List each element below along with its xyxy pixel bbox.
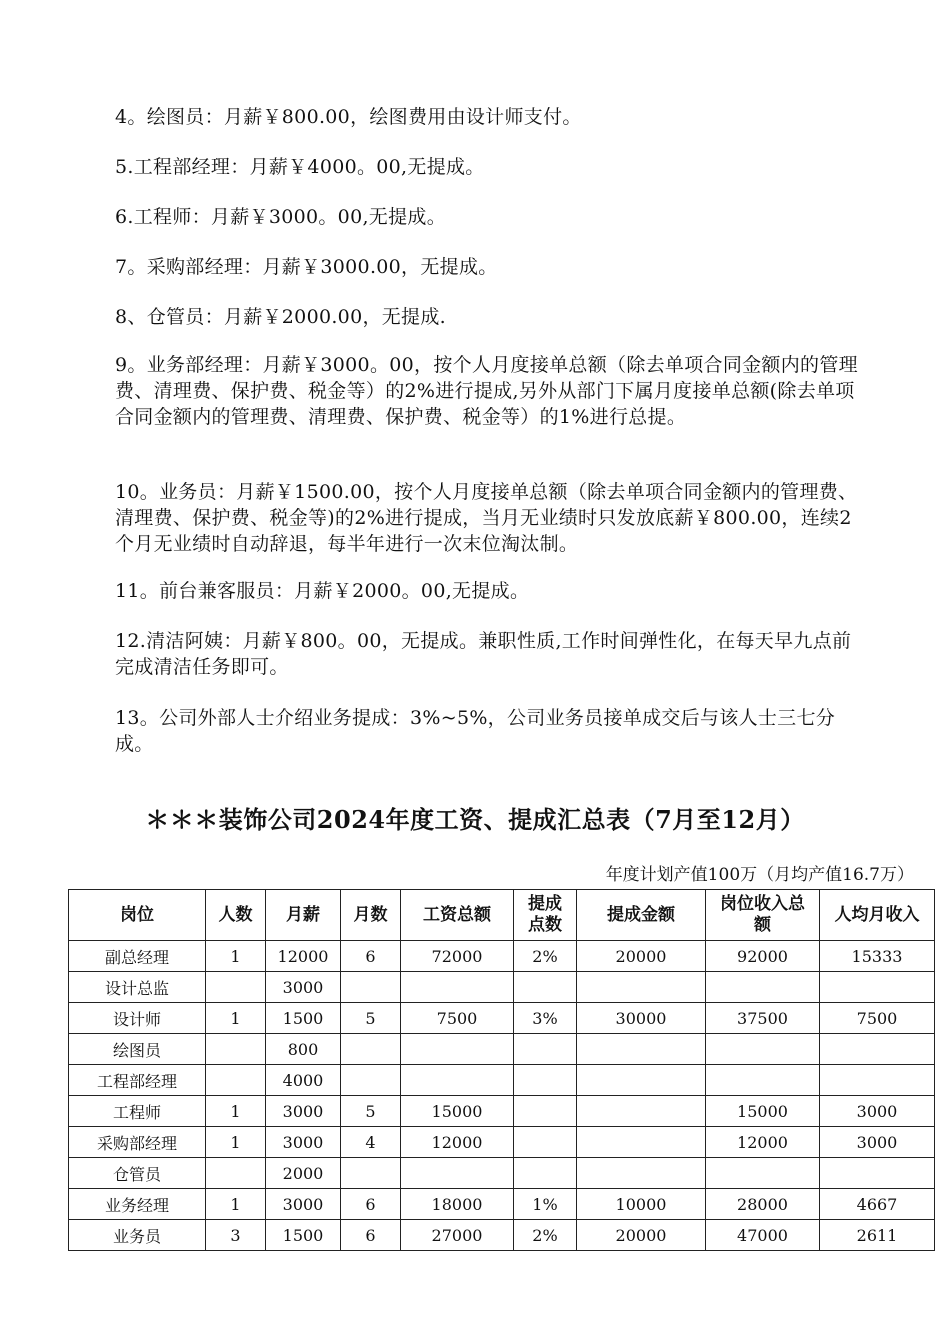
cell-months [341, 1034, 401, 1065]
paragraph-item-7: 7。采购部经理：月薪￥3000.00，无提成。 [115, 256, 498, 278]
cell-avg-monthly-income: 3000 [820, 1096, 935, 1127]
cell-months: 6 [341, 1220, 401, 1251]
cell-commission-rate: 3% [514, 1003, 577, 1034]
cell-monthly-salary: 3000 [266, 1127, 341, 1158]
paragraph-item-4: 4。绘图员：月薪￥800.00，绘图费用由设计师支付。 [115, 106, 582, 128]
cell-commission-rate [514, 1158, 577, 1189]
cell-position: 采购部经理 [69, 1127, 206, 1158]
header-avg-monthly-income: 人均月收入 [820, 890, 935, 941]
cell-position: 副总经理 [69, 941, 206, 972]
cell-commission-rate [514, 1096, 577, 1127]
paragraph-item-6: 6.工程师：月薪￥3000。00,无提成。 [115, 206, 446, 228]
cell-total-salary: 27000 [401, 1220, 514, 1251]
cell-position: 仓管员 [69, 1158, 206, 1189]
table-row [69, 1003, 935, 1034]
paragraph-item-8: 8、仓管员：月薪￥2000.00，无提成. [115, 306, 446, 328]
table-row [69, 1096, 935, 1127]
cell-monthly-salary: 3000 [266, 1096, 341, 1127]
cell-monthly-salary: 1500 [266, 1003, 341, 1034]
paragraph-item-5: 5.工程部经理：月薪￥4000。00,无提成。 [115, 156, 485, 178]
cell-position-total-income [706, 1065, 820, 1096]
cell-avg-monthly-income: 15333 [820, 941, 935, 972]
cell-headcount: 1 [206, 1096, 266, 1127]
cell-position-total-income: 28000 [706, 1189, 820, 1220]
table-body [69, 941, 935, 1251]
table-row [69, 1065, 935, 1096]
cell-position: 业务员 [69, 1220, 206, 1251]
cell-commission-amount [577, 1158, 706, 1189]
cell-commission-amount [577, 1096, 706, 1127]
cell-headcount: 1 [206, 1189, 266, 1220]
cell-headcount: 1 [206, 1127, 266, 1158]
cell-months: 4 [341, 1127, 401, 1158]
cell-months: 5 [341, 1096, 401, 1127]
cell-headcount [206, 1065, 266, 1096]
cell-position: 设计师 [69, 1003, 206, 1034]
cell-avg-monthly-income [820, 1034, 935, 1065]
header-commission-rate: 提成点数 [514, 890, 577, 941]
cell-position-total-income [706, 972, 820, 1003]
cell-avg-monthly-income: 3000 [820, 1127, 935, 1158]
cell-headcount: 1 [206, 1003, 266, 1034]
cell-position: 工程部经理 [69, 1065, 206, 1096]
cell-total-salary: 72000 [401, 941, 514, 972]
cell-commission-amount [577, 1127, 706, 1158]
cell-months [341, 1158, 401, 1189]
cell-monthly-salary: 800 [266, 1034, 341, 1065]
table-row [69, 972, 935, 1003]
cell-position-total-income: 37500 [706, 1003, 820, 1034]
cell-commission-amount [577, 1034, 706, 1065]
cell-total-salary: 18000 [401, 1189, 514, 1220]
cell-commission-rate [514, 1127, 577, 1158]
table-row [69, 1158, 935, 1189]
header-total-salary: 工资总额 [401, 890, 514, 941]
cell-commission-rate [514, 972, 577, 1003]
salary-summary-table [68, 889, 935, 1251]
paragraph-item-13: 13。公司外部人士介绍业务提成：3%~5%，公司业务员接单成交后与该人士三七分成。 [115, 707, 836, 755]
cell-avg-monthly-income [820, 972, 935, 1003]
paragraph-item-11: 11。前台兼客服员：月薪￥2000。00,无提成。 [115, 580, 530, 602]
cell-monthly-salary: 3000 [266, 972, 341, 1003]
cell-commission-rate: 2% [514, 1220, 577, 1251]
cell-total-salary [401, 972, 514, 1003]
table-row [69, 1220, 935, 1251]
table-title: ＊＊＊装饰公司2024年度工资、提成汇总表（7月至12月） [145, 805, 805, 834]
cell-position: 绘图员 [69, 1034, 206, 1065]
cell-position: 工程师 [69, 1096, 206, 1127]
table-row [69, 1034, 935, 1065]
cell-position: 设计总监 [69, 972, 206, 1003]
header-position: 岗位 [69, 890, 206, 941]
paragraph-item-12: 12.清洁阿姨：月薪￥800。00，无提成。兼职性质,工作时间弹性化，在每天早九点前完成清洁任务即可。 [115, 630, 852, 678]
cell-months [341, 972, 401, 1003]
cell-monthly-salary: 3000 [266, 1189, 341, 1220]
cell-commission-amount: 20000 [577, 941, 706, 972]
cell-commission-amount [577, 972, 706, 1003]
cell-monthly-salary: 2000 [266, 1158, 341, 1189]
cell-monthly-salary: 1500 [266, 1220, 341, 1251]
cell-position: 业务经理 [69, 1189, 206, 1220]
cell-position-total-income: 92000 [706, 941, 820, 972]
cell-avg-monthly-income: 4667 [820, 1189, 935, 1220]
table-row [69, 1127, 935, 1158]
cell-position-total-income [706, 1034, 820, 1065]
cell-commission-amount: 10000 [577, 1189, 706, 1220]
header-commission-amount: 提成金额 [577, 890, 706, 941]
header-headcount: 人数 [206, 890, 266, 941]
cell-months: 6 [341, 941, 401, 972]
cell-months: 5 [341, 1003, 401, 1034]
cell-commission-rate [514, 1065, 577, 1096]
table-header-row [69, 890, 935, 941]
cell-total-salary: 15000 [401, 1096, 514, 1127]
cell-position-total-income: 15000 [706, 1096, 820, 1127]
cell-avg-monthly-income: 2611 [820, 1220, 935, 1251]
paragraph-item-9: 9。业务部经理：月薪￥3000。00，按个人月度接单总额（除去单项合同金额内的管理费、清理费、保护费、税金等）的2%进行提成,另外从部门下属月度接单总额(除去单项合同金额内的管理费、清理费、保护费、税金等）的1%进行总提。 [115, 354, 858, 428]
table-row [69, 1189, 935, 1220]
cell-commission-rate: 1% [514, 1189, 577, 1220]
paragraph-item-10: 10。业务员：月薪￥1500.00，按个人月度接单总额（除去单项合同金额内的管理费、清理费、保护费、税金等)的2%进行提成，当月无业绩时只发放底薪￥800.00，连续2个月无业绩时自动辞退，每半年进行一次末位淘汰制。 [115, 481, 858, 555]
cell-commission-rate: 2% [514, 941, 577, 972]
cell-position-total-income: 12000 [706, 1127, 820, 1158]
header-position-total-income: 岗位收入总额 [706, 890, 820, 941]
header-monthly-salary: 月薪 [266, 890, 341, 941]
cell-months [341, 1065, 401, 1096]
cell-monthly-salary: 4000 [266, 1065, 341, 1096]
header-months: 月数 [341, 890, 401, 941]
cell-commission-amount: 20000 [577, 1220, 706, 1251]
cell-headcount [206, 1158, 266, 1189]
cell-monthly-salary: 12000 [266, 941, 341, 972]
cell-total-salary [401, 1158, 514, 1189]
cell-total-salary: 7500 [401, 1003, 514, 1034]
table-row [69, 941, 935, 972]
plan-note: 年度计划产值100万（月均产值16.7万） [605, 865, 914, 885]
cell-headcount: 1 [206, 941, 266, 972]
cell-total-salary [401, 1065, 514, 1096]
cell-avg-monthly-income [820, 1158, 935, 1189]
cell-commission-amount: 30000 [577, 1003, 706, 1034]
cell-months: 6 [341, 1189, 401, 1220]
cell-avg-monthly-income [820, 1065, 935, 1096]
cell-position-total-income: 47000 [706, 1220, 820, 1251]
cell-headcount [206, 972, 266, 1003]
cell-total-salary [401, 1034, 514, 1065]
cell-headcount [206, 1034, 266, 1065]
cell-headcount: 3 [206, 1220, 266, 1251]
cell-commission-rate [514, 1034, 577, 1065]
cell-avg-monthly-income: 7500 [820, 1003, 935, 1034]
cell-position-total-income [706, 1158, 820, 1189]
cell-commission-amount [577, 1065, 706, 1096]
cell-total-salary: 12000 [401, 1127, 514, 1158]
